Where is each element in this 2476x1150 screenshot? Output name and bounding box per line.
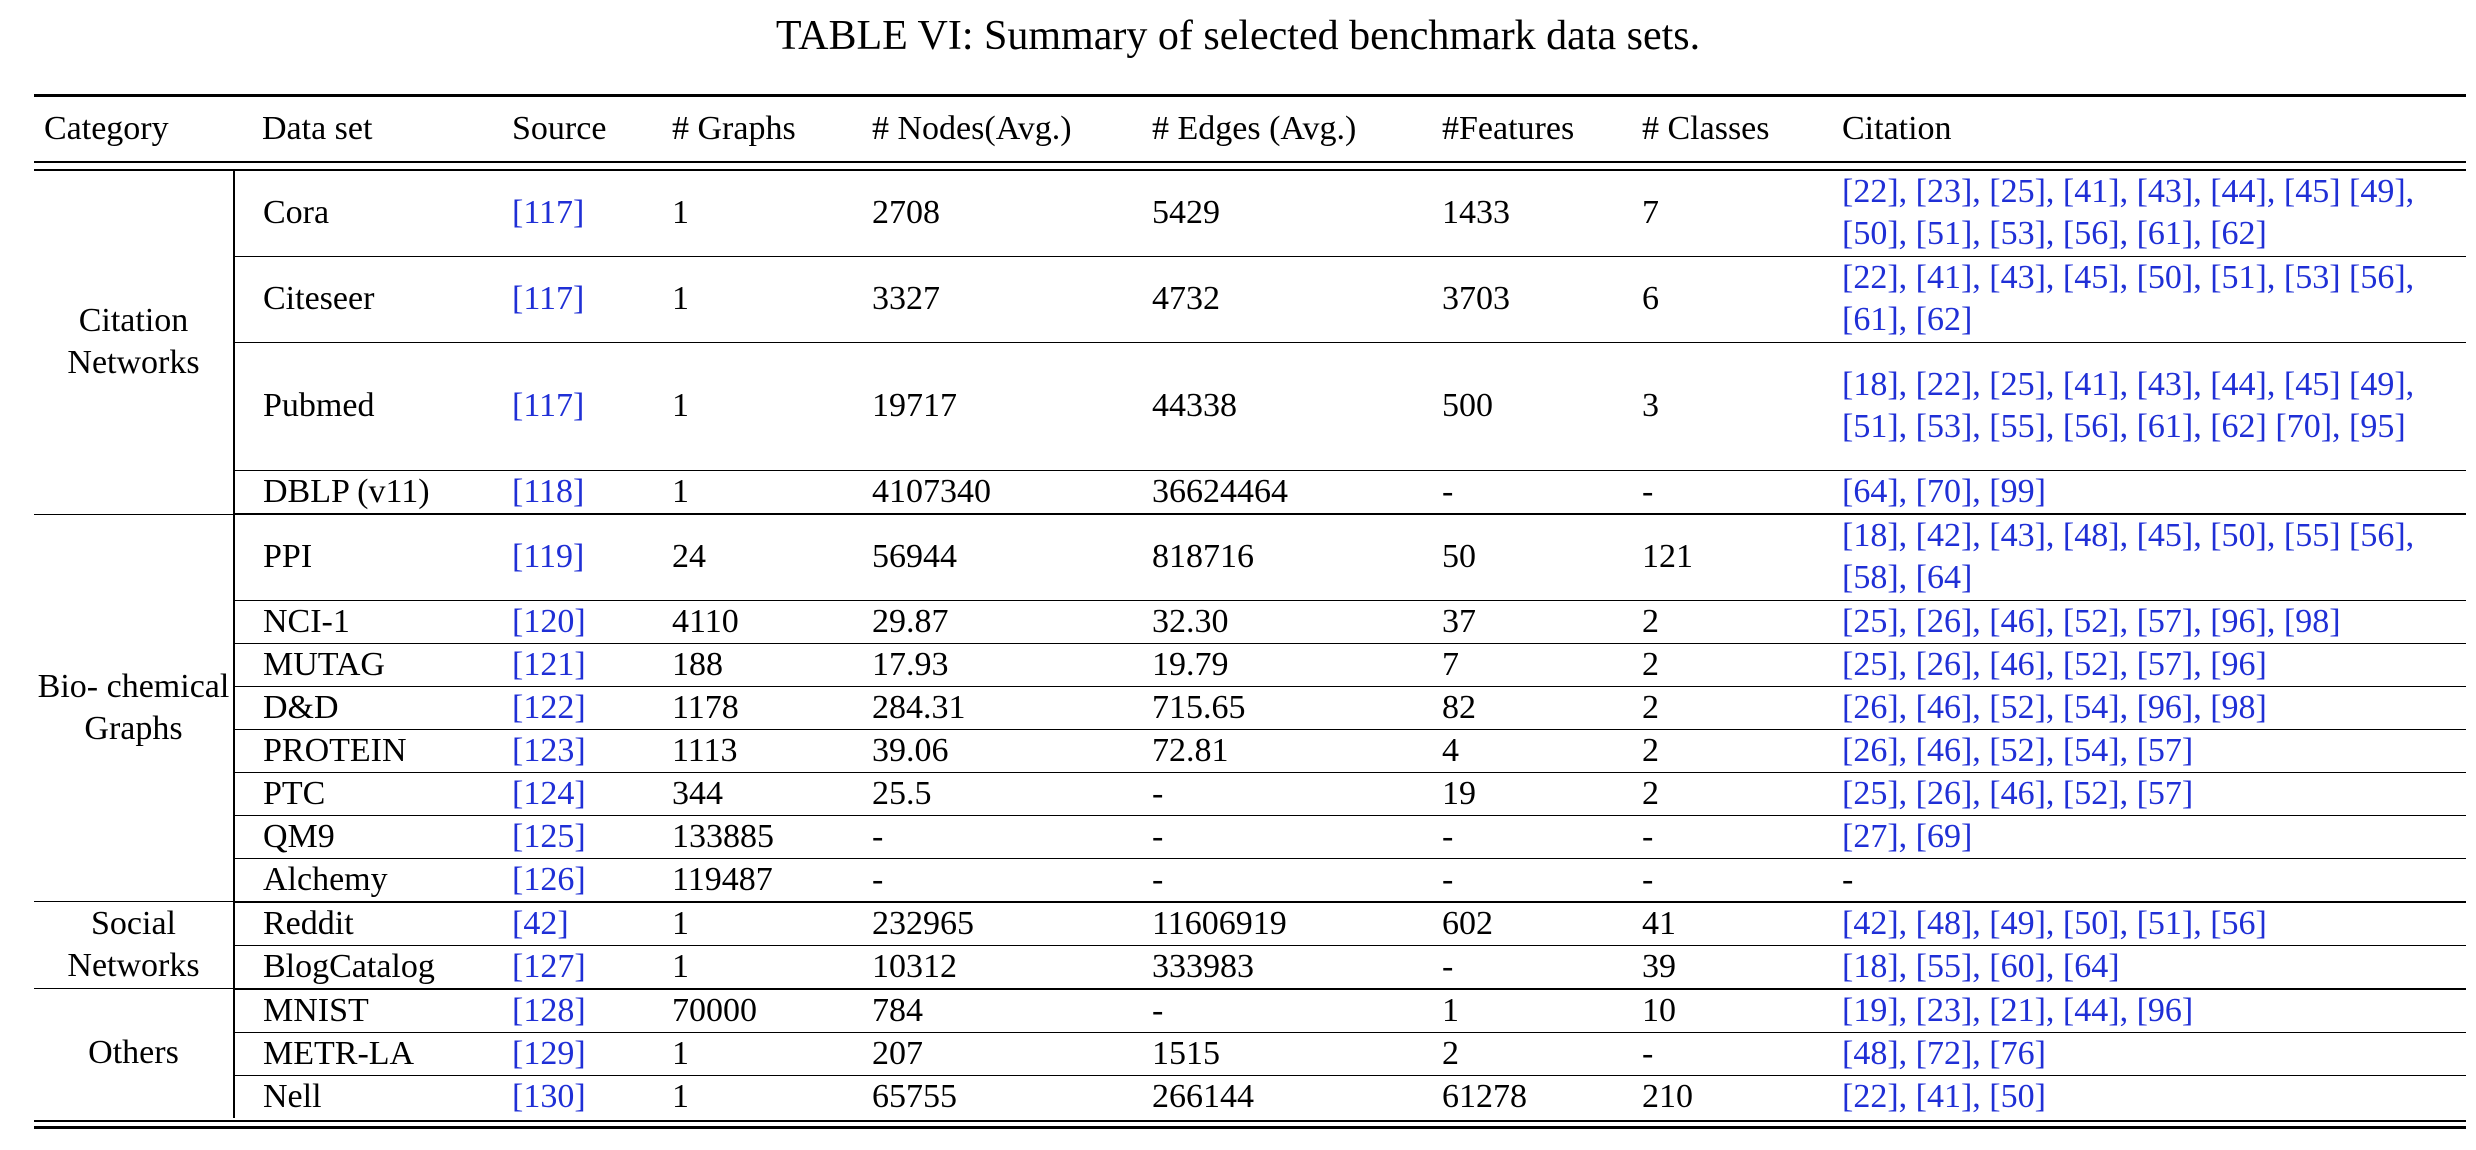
- source-cell: [484, 1075, 644, 1118]
- citation-references[interactable]: [22], [41], [43], [45], [50], [51], [53] [56], [61], [62]: [1842, 259, 2415, 338]
- citation-references: -: [1842, 860, 1854, 898]
- features-cell: -: [1414, 858, 1614, 902]
- source-cell: [484, 858, 644, 902]
- table-row: [34, 170, 2466, 256]
- citation-references[interactable]: [22], [23], [25], [41], [43], [44], [45] [49], [50], [51], [53], [56], [61], [62]: [1842, 173, 2415, 253]
- header-row: [34, 96, 2466, 163]
- source-reference-link[interactable]: [119]: [512, 538, 585, 576]
- citation-references[interactable]: [19], [23], [21], [44], [96]: [1842, 991, 2194, 1029]
- citation-references[interactable]: [25], [26], [46], [52], [57]: [1842, 774, 2194, 812]
- citation-cell: [1814, 600, 2466, 643]
- citation-cell: [1814, 342, 2466, 470]
- benchmark-table-wrapper: [34, 94, 2466, 1118]
- features-cell: 61278: [1442, 1077, 1527, 1115]
- graphs-cell: 1: [644, 256, 844, 342]
- classes-cell: 2: [1614, 643, 1814, 686]
- edges-cell: 715.65: [1124, 686, 1414, 729]
- source-cell: [484, 945, 644, 989]
- citation-references[interactable]: [26], [46], [52], [54], [96], [98]: [1842, 688, 2267, 726]
- table-body: [34, 170, 2466, 1118]
- nodes-cell: 4107340: [844, 470, 1124, 514]
- citation-cell: [1814, 686, 2466, 729]
- source-reference-link[interactable]: [122]: [512, 688, 586, 726]
- nodes-cell: 39.06: [844, 729, 1124, 772]
- features-cell: 602: [1414, 902, 1614, 946]
- source-cell: [484, 643, 644, 686]
- features-cell: 1: [1414, 989, 1614, 1033]
- dataset-cell: Pubmed: [234, 342, 484, 470]
- table-row: [34, 1075, 2466, 1118]
- features-cell: 500: [1414, 342, 1614, 470]
- nodes-cell: 56944: [844, 514, 1124, 600]
- graphs-cell: 24: [644, 514, 844, 600]
- nodes-cell: 25.5: [844, 772, 1124, 815]
- source-reference-link[interactable]: [120]: [512, 602, 586, 640]
- graphs-cell: 1: [644, 470, 844, 514]
- nodes-cell: 232965: [844, 902, 1124, 946]
- dataset-cell: PPI: [234, 514, 484, 600]
- dataset-cell: Alchemy: [234, 858, 484, 902]
- source-reference-link[interactable]: [128]: [512, 991, 586, 1029]
- source-reference-link[interactable]: [124]: [512, 774, 586, 812]
- edges-cell: -: [1124, 772, 1414, 815]
- header-classes: # Classes: [1614, 96, 1814, 163]
- header-source: Source: [484, 96, 644, 163]
- edges-cell: -: [1124, 989, 1414, 1033]
- citation-cell: [1814, 1032, 2466, 1075]
- benchmark-table: [34, 94, 2466, 1118]
- header-graphs: # Graphs: [644, 96, 844, 163]
- classes-cell: 39: [1614, 945, 1814, 989]
- citation-references[interactable]: [27], [69]: [1842, 817, 1973, 855]
- edges-cell: 72.81: [1124, 729, 1414, 772]
- table-row: [34, 729, 2466, 772]
- graphs-cell: 119487: [644, 858, 844, 902]
- source-reference-link[interactable]: [126]: [512, 860, 586, 898]
- dataset-cell: MNIST: [234, 989, 484, 1033]
- dataset-cell: MUTAG: [234, 643, 484, 686]
- citation-cell: [1814, 643, 2466, 686]
- dataset-cell: NCI-1: [234, 600, 484, 643]
- header-dataset: Data set: [234, 96, 484, 163]
- source-cell: [484, 989, 644, 1033]
- features-cell: 50: [1414, 514, 1614, 600]
- dataset-cell: D&D: [234, 686, 484, 729]
- source-cell: [484, 686, 644, 729]
- graphs-cell: 4110: [644, 600, 844, 643]
- features-cell: 2: [1414, 1032, 1614, 1075]
- citation-cell: [1814, 858, 2466, 902]
- table-row: [34, 815, 2466, 858]
- classes-cell: -: [1614, 815, 1814, 858]
- header-nodes: # Nodes(Avg.): [844, 96, 1124, 163]
- nodes-cell: 3327: [844, 256, 1124, 342]
- graphs-cell: 188: [644, 643, 844, 686]
- edges-cell: 1515: [1124, 1032, 1414, 1075]
- source-cell: [484, 600, 644, 643]
- features-cell: 37: [1414, 600, 1614, 643]
- nodes-cell: 10312: [844, 945, 1124, 989]
- graphs-cell: 344: [644, 772, 844, 815]
- features-cell: 1433: [1414, 170, 1614, 256]
- table-row: [34, 902, 2466, 946]
- citation-references[interactable]: [18], [55], [60], [64]: [1842, 947, 2120, 985]
- source-cell: [484, 256, 644, 342]
- citation-references[interactable]: [64], [70], [99]: [1842, 472, 2046, 510]
- edges-cell: 32.30: [1124, 600, 1414, 643]
- source-cell: [484, 342, 644, 470]
- graphs-cell: 1: [672, 1077, 689, 1115]
- nodes-cell: -: [844, 815, 1124, 858]
- citation-cell: [1814, 772, 2466, 815]
- citation-cell: [1814, 902, 2466, 946]
- nodes-cell: 207: [844, 1032, 1124, 1075]
- classes-cell: 3: [1614, 342, 1814, 470]
- dataset-cell: QM9: [234, 815, 484, 858]
- classes-cell: 121: [1614, 514, 1814, 600]
- nodes-cell: 29.87: [844, 600, 1124, 643]
- source-cell: [484, 772, 644, 815]
- graphs-cell: 1: [644, 342, 844, 470]
- header-category: Category: [34, 96, 234, 163]
- citation-references[interactable]: [22], [41], [50]: [1842, 1077, 2046, 1115]
- table-row: [34, 514, 2466, 600]
- source-reference-link[interactable]: [127]: [512, 947, 586, 985]
- features-cell: 19: [1414, 772, 1614, 815]
- citation-references[interactable]: [48], [72], [76]: [1842, 1034, 2046, 1072]
- classes-cell: 2: [1614, 729, 1814, 772]
- graphs-cell: 1113: [644, 729, 844, 772]
- dataset-cell: Cora: [234, 170, 484, 256]
- table-row: [34, 945, 2466, 989]
- features-cell: -: [1414, 470, 1614, 514]
- classes-cell: -: [1614, 1032, 1814, 1075]
- dataset-cell: PROTEIN: [234, 729, 484, 772]
- edges-cell: 333983: [1124, 945, 1414, 989]
- category-cell: Bio- chemical Graphs: [34, 514, 234, 902]
- edges-cell: 818716: [1124, 514, 1414, 600]
- graphs-cell: 1: [644, 945, 844, 989]
- edges-cell: -: [1124, 815, 1414, 858]
- source-reference-link[interactable]: [121]: [512, 645, 586, 683]
- table-row: [34, 772, 2466, 815]
- source-cell: [484, 902, 644, 946]
- table-caption: TABLE VI: Summary of selected benchmark data sets.: [775, 13, 1701, 59]
- source-reference-link[interactable]: [123]: [512, 731, 586, 769]
- category-cell: Others: [34, 989, 234, 1118]
- nodes-cell: 2708: [844, 170, 1124, 256]
- table-row: [34, 643, 2466, 686]
- classes-cell: -: [1614, 470, 1814, 514]
- edges-cell: 266144: [1152, 1077, 1254, 1115]
- citation-cell: [1814, 945, 2466, 989]
- citation-references[interactable]: [25], [26], [46], [52], [57], [96], [98]: [1842, 602, 2341, 640]
- citation-cell: [1814, 514, 2466, 600]
- graphs-cell: 1178: [644, 686, 844, 729]
- header-citation: Citation: [1814, 96, 2466, 163]
- edges-cell: 36624464: [1124, 470, 1414, 514]
- citation-cell: [1814, 170, 2466, 256]
- citation-cell: [1814, 1075, 2466, 1118]
- header-features: #Features: [1414, 96, 1614, 163]
- dataset-cell: Citeseer: [234, 256, 484, 342]
- features-cell: 4: [1414, 729, 1614, 772]
- dataset-cell: BlogCatalog: [234, 945, 484, 989]
- graphs-cell: 1: [644, 902, 844, 946]
- dataset-cell: Nell: [263, 1077, 322, 1115]
- source-cell: [484, 1032, 644, 1075]
- source-cell: [484, 514, 644, 600]
- source-reference-link[interactable]: [42]: [512, 904, 569, 942]
- citation-references[interactable]: [18], [42], [43], [48], [45], [50], [55] [56], [58], [64]: [1842, 517, 2415, 597]
- table-row: [34, 858, 2466, 902]
- dataset-cell: METR-LA: [234, 1032, 484, 1075]
- citation-references[interactable]: [42], [48], [49], [50], [51], [56]: [1842, 904, 2267, 942]
- features-cell: 82: [1414, 686, 1614, 729]
- citation-cell: [1814, 729, 2466, 772]
- citation-cell: [1814, 470, 2466, 514]
- source-reference-link[interactable]: [130]: [512, 1077, 586, 1115]
- features-cell: -: [1414, 815, 1614, 858]
- source-reference-link[interactable]: [129]: [512, 1034, 586, 1072]
- citation-cell: [1814, 256, 2466, 342]
- nodes-cell: 784: [844, 989, 1124, 1033]
- dataset-cell: Reddit: [234, 902, 484, 946]
- dataset-cell: PTC: [234, 772, 484, 815]
- category-cell: Social Networks: [34, 902, 234, 989]
- source-reference-link[interactable]: [118]: [512, 472, 585, 510]
- graphs-cell: 70000: [644, 989, 844, 1033]
- table-row: [34, 342, 2466, 470]
- edges-cell: 19.79: [1124, 643, 1414, 686]
- table-row: [34, 470, 2466, 514]
- source-reference-link[interactable]: [117]: [512, 280, 585, 317]
- edges-cell: 4732: [1124, 256, 1414, 342]
- bottom-rule: [34, 1120, 2466, 1122]
- bottom-rule-thick: [34, 1126, 2466, 1129]
- features-cell: 7: [1414, 643, 1614, 686]
- graphs-cell: 1: [644, 1032, 844, 1075]
- edges-cell: 11606919: [1124, 902, 1414, 946]
- nodes-cell: -: [844, 858, 1124, 902]
- source-cell: [484, 815, 644, 858]
- nodes-cell: 19717: [844, 342, 1124, 470]
- table-row: [34, 600, 2466, 643]
- source-cell: [484, 470, 644, 514]
- table-row: [34, 1032, 2466, 1075]
- graphs-cell: 133885: [644, 815, 844, 858]
- citation-cell: [1814, 989, 2466, 1033]
- table-row: [34, 989, 2466, 1033]
- graphs-cell: 1: [644, 170, 844, 256]
- classes-cell: 6: [1614, 256, 1814, 342]
- classes-cell: 7: [1614, 170, 1814, 256]
- features-cell: 3703: [1414, 256, 1614, 342]
- classes-cell: 2: [1614, 686, 1814, 729]
- table-row: [34, 256, 2466, 342]
- category-cell: Citation Networks: [34, 170, 234, 514]
- classes-cell: 2: [1614, 772, 1814, 815]
- source-cell: [484, 170, 644, 256]
- source-cell: [484, 729, 644, 772]
- classes-cell: 210: [1642, 1077, 1693, 1115]
- nodes-cell: 284.31: [844, 686, 1124, 729]
- header-edges: # Edges (Avg.): [1124, 96, 1414, 163]
- source-reference-link[interactable]: [125]: [512, 817, 586, 855]
- classes-cell: 2: [1614, 600, 1814, 643]
- classes-cell: 10: [1614, 989, 1814, 1033]
- citation-cell: [1814, 815, 2466, 858]
- nodes-cell: 17.93: [844, 643, 1124, 686]
- source-reference-link[interactable]: [117]: [512, 387, 585, 424]
- edges-cell: -: [1124, 858, 1414, 902]
- nodes-cell: 65755: [872, 1077, 957, 1115]
- features-cell: -: [1414, 945, 1614, 989]
- edges-cell: 44338: [1124, 342, 1414, 470]
- citation-references[interactable]: [26], [46], [52], [54], [57]: [1842, 731, 2194, 769]
- table-row: [34, 686, 2466, 729]
- citation-references[interactable]: [18], [22], [25], [41], [43], [44], [45] [49], [51], [53], [55], [56], [61], [62] [70], [95]: [1842, 366, 2415, 445]
- classes-cell: 41: [1614, 902, 1814, 946]
- source-reference-link[interactable]: [117]: [512, 194, 585, 232]
- dataset-cell: DBLP (v11): [234, 470, 484, 514]
- edges-cell: 5429: [1124, 170, 1414, 256]
- citation-references[interactable]: [25], [26], [46], [52], [57], [96]: [1842, 645, 2267, 683]
- classes-cell: -: [1614, 858, 1814, 902]
